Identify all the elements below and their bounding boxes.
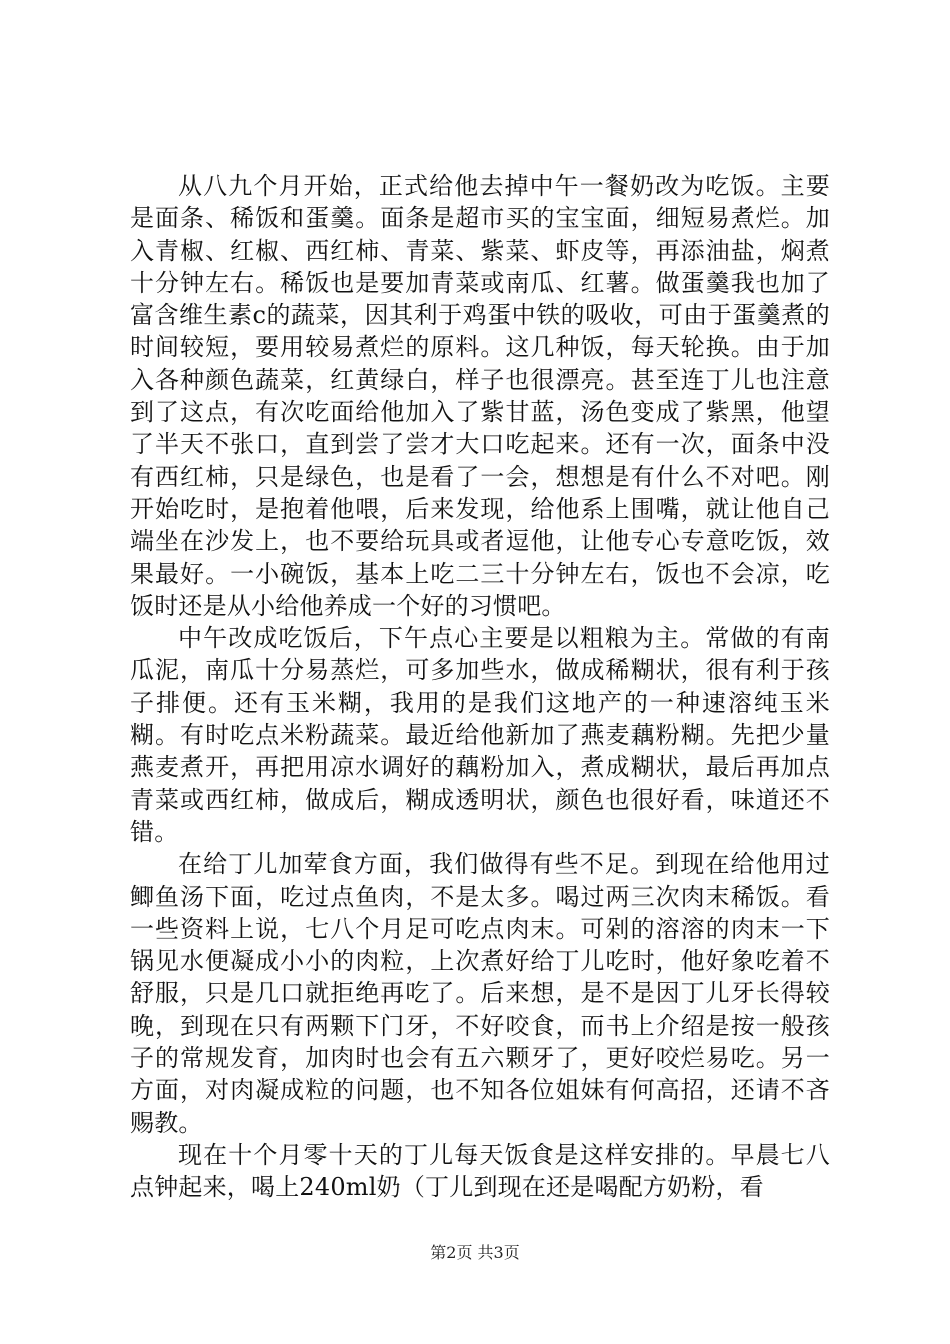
document-body [130, 170, 830, 1204]
paragraph-2: 中午改成吃饭后，下午点心主要是以粗粮为主。常做的有南瓜泥，南瓜十分易蒸烂，可多加些水，做成稀糊状，很有利于孩子排便。还有玉米糊，我用的是我们这地产的一种速溶纯玉米糊。有时吃点米粉蔬菜。最近给他新加了燕麦藕粉糊。先把少量燕麦煮开，再把用凉水调好的藕粉加入，煮成糊状，最后再加点青菜或西红柿，做成后，糊成透明状，颜色也很好看，味道还不错。 [130, 624, 830, 846]
page-footer: 第2页 共3页 [430, 1243, 520, 1262]
paragraph-1: 从八九个月开始，正式给他去掉中午一餐奶改为吃饭。主要是面条、稀饭和蛋羹。面条是超市买的宝宝面，细短易煮烂。加入青椒、红椒、西红柿、青菜、紫菜、虾皮等，再添油盐，焖煮十分钟左右。稀饭也是要加青菜或南瓜、红薯。做蛋羹我也加了富含维生素c的蔬菜，因其利于鸡蛋中铁的吸收，可由于蛋羹煮的时间较短，要用较易煮烂的原料。这几种饭，每天轮换。由于加入各种颜色蔬菜，红黄绿白，样子也很漂亮。甚至连丁儿也注意到了这点，有次吃面给他加入了紫甘蓝，汤色变成了紫黑，他望了半天不张口，直到尝了尝才大口吃起来。还有一次，面条中没有西红柿，只是绿色，也是看了一会，想想是有什么不对吧。刚开始吃时，是抱着他喂，后来发现，给他系上围嘴，就让他自己端坐在沙发上，也不要给玩具或者逗他，让他专心专意吃饭，效果最好。一小碗饭，基本上吃二三十分钟左右，饭也不会凉，吃饭时还是从小给他养成一个好的习惯吧。 [130, 172, 830, 620]
paragraph-4: 现在十个月零十天的丁儿每天饭食是这样安排的。早晨七八点钟起来，喝上240ml奶（丁儿到现在还是喝配方奶粉，看 [130, 1140, 830, 1202]
paragraph-3: 在给丁儿加荤食方面，我们做得有些不足。到现在给他用过鲫鱼汤下面，吃过点鱼肉，不是太多。喝过两三次肉末稀饭。看一些资料上说，七八个月足可吃点肉末。可剁的溶溶的肉末一下锅见水便凝成小小的肉粒，上次煮好给丁儿吃时，他好象吃着不舒服，只是几口就拒绝再吃了。后来想，是不是因丁儿牙长得较晚，到现在只有两颗下门牙，不好咬食，而书上介绍是按一般孩子的常规发育，加肉时也会有五六颗牙了，更好咬烂易吃。另一方面，对肉凝成粒的问题，也不知各位姐妹有何高招，还请不吝赐教。 [130, 850, 830, 1137]
